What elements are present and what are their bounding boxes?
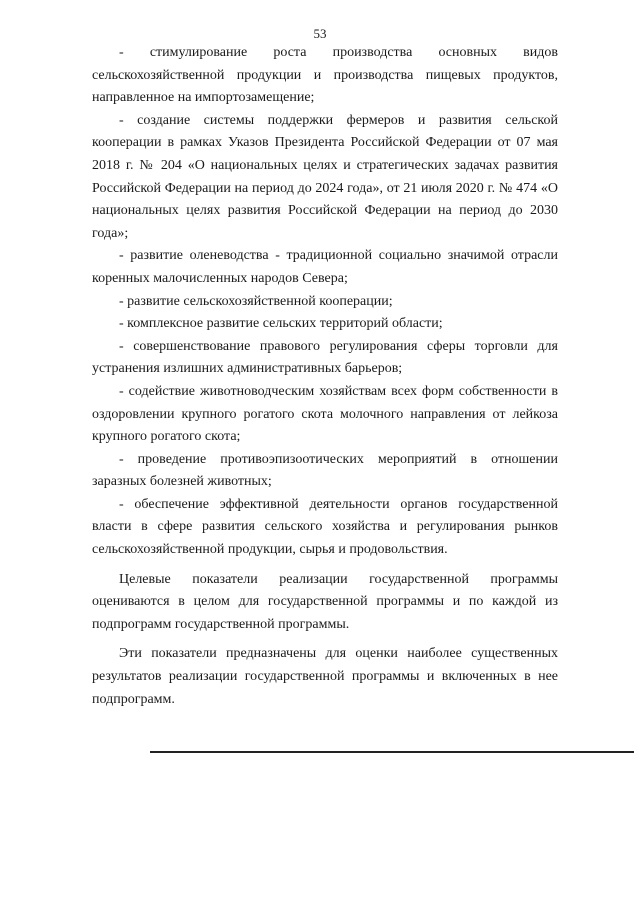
list-item-rural-development: - комплексное развитие сельских территорий области; xyxy=(119,316,443,332)
list-item-import-substitution: - стимулирование роста производства основных видов сельскохозяйственной продукции и производства пищевых продуктов, направленное на импортозамещение; xyxy=(92,45,558,106)
list-item-government-efficiency: - обеспечение эффективной деятельности органов государственной власти в сфере развития сельского хозяйства и регулирования рынков сельскохозяйственной продукции, сырья и продовольствия. xyxy=(92,496,558,558)
list-item-epizootic-measures: - проведение противоэпизоотических мероприятий в отношении заразных болезней животных; xyxy=(92,451,558,490)
page-number: 53 xyxy=(313,26,327,41)
list-item-trade-regulation: - совершенствование правового регулирования сферы торговли для устранения излишних административных барьеров; xyxy=(92,338,558,377)
paragraph-indicators-purpose: Эти показатели предназначены для оценки наиболее существенных результатов реализации государственной программы и включенных в нее подпрограмм. xyxy=(92,646,558,707)
list-item-reindeer-herding: - развитие оленеводства - традиционной социально значимой отрасли коренных малочисленных народов Севера; xyxy=(92,248,558,286)
horizontal-divider xyxy=(150,751,634,753)
document-body xyxy=(92,42,558,711)
list-item-cattle-leukosis: - содействие животноводческим хозяйствам всех форм собственности в оздоровлении крупного рогатого скота молочного направления от лейкоза крупного рогатого скота; xyxy=(92,383,558,445)
paragraph-target-indicators: Целевые показатели реализации государственной программы оцениваются в целом для государственной программы и по каждой из подпрограмм государственной программы. xyxy=(92,571,558,632)
list-item-farmer-support: - создание системы поддержки фермеров и развития сельской кооперации в рамках Указов Президента Российской Федерации от 07 мая 2018 г. № 204 «О национальных целях и стратегических задачах развития Российской Федерации на период до 2024 года», от 21 июля 2020 г. № 474 «О национальных целях развития Российской Федерации на период до 2030 года»; xyxy=(92,112,558,241)
list-item-agricultural-cooperation: - развитие сельскохозяйственной кооперации; xyxy=(119,293,393,309)
